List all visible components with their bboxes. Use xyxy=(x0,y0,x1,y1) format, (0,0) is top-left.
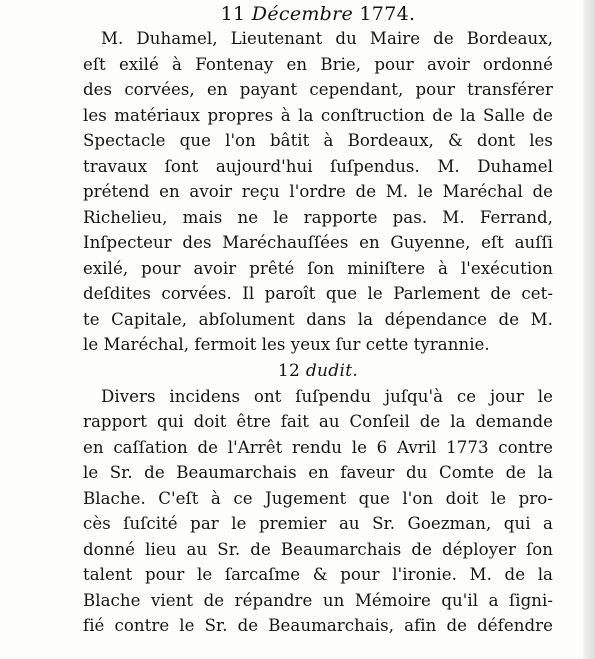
heading-month: Décembre xyxy=(251,3,354,25)
paragraph-line: Blache vient de répandre un Mémoire qu'il a ſigni- xyxy=(83,590,553,610)
entry-paragraph-beaumarchais xyxy=(83,384,553,639)
entry-heading-11-december xyxy=(83,0,553,26)
paragraph-line: Blache. C'eſt à ce Jugement que l'on doit le pro- xyxy=(83,488,553,508)
paragraph-line: rapport qui doit être fait au Conſeil de la demande xyxy=(83,412,553,431)
entry-paragraph-duhamel xyxy=(83,26,553,358)
heading-year: 1774. xyxy=(359,3,416,25)
page-edge-shadow xyxy=(583,0,595,659)
paragraph-line: exilé, pour avoir prêté ſon miniſtere à l'exécution xyxy=(83,258,553,278)
paragraph-line: des corvées, en payant cependant, pour transférer xyxy=(83,80,553,99)
paragraph-line: prétend en avoir reçu l'ordre de M. le Maréchal de xyxy=(83,182,553,201)
paragraph-line: cès ſuſcité par le premier au Sr. Goezman, qui a xyxy=(83,514,553,533)
paragraph-line: donné lieu au Sr. de Beaumarchais de déployer ſon xyxy=(83,539,553,559)
paragraph-line: deſdites corvées. Il paroît que le Parlement de cet- xyxy=(83,284,553,303)
paragraph-line: en caſſation de l'Arrêt rendu le 6 Avril 1773 contre xyxy=(83,437,553,457)
paragraph-line: Divers incidens ont ſuſpendu juſqu'à ce jour le xyxy=(101,386,553,406)
heading-day: 12 xyxy=(277,360,301,381)
paragraph-line: Inſpecteur des Maréchauſſées en Guyenne, eſt auſſi xyxy=(83,233,553,252)
paragraph-line: eſt exilé à Fontenay en Brie, pour avoir ordonné xyxy=(83,54,553,74)
heading-day: 11 xyxy=(220,3,246,25)
paragraph-line: le Maréchal, fermoit les yeux ſur cette tyrannie. xyxy=(83,335,490,354)
paragraph-line: travaux ſont aujourd'hui ſuſpendus. M. Duhamel xyxy=(83,156,553,176)
heading-dudit: dudit. xyxy=(305,360,359,381)
paragraph-line: le Sr. de Beaumarchais en faveur du Comte de la xyxy=(83,463,553,482)
paragraph-line: talent pour le ſarcaſme & pour l'ironie. M. de la xyxy=(83,565,553,584)
paragraph-line: les matériaux propres à la conſtruction de la Salle de xyxy=(83,105,553,125)
paragraph-line: M. Duhamel, Lieutenant du Maire de Bordeaux, xyxy=(101,29,553,48)
paragraph-line: Richelieu, mais ne le rapporte pas. M. Ferrand, xyxy=(83,207,553,227)
paragraph-line: te Capitale, abſolument dans la dépendance de M. xyxy=(83,309,553,329)
paragraph-line: fié contre le Sr. de Beaumarchais, afin de défendre xyxy=(83,616,553,635)
paragraph-line: Spectacle que l'on bâtit à Bordeaux, & dont les xyxy=(83,131,553,150)
text-column xyxy=(83,0,553,639)
entry-heading-12-dudit xyxy=(83,358,553,384)
